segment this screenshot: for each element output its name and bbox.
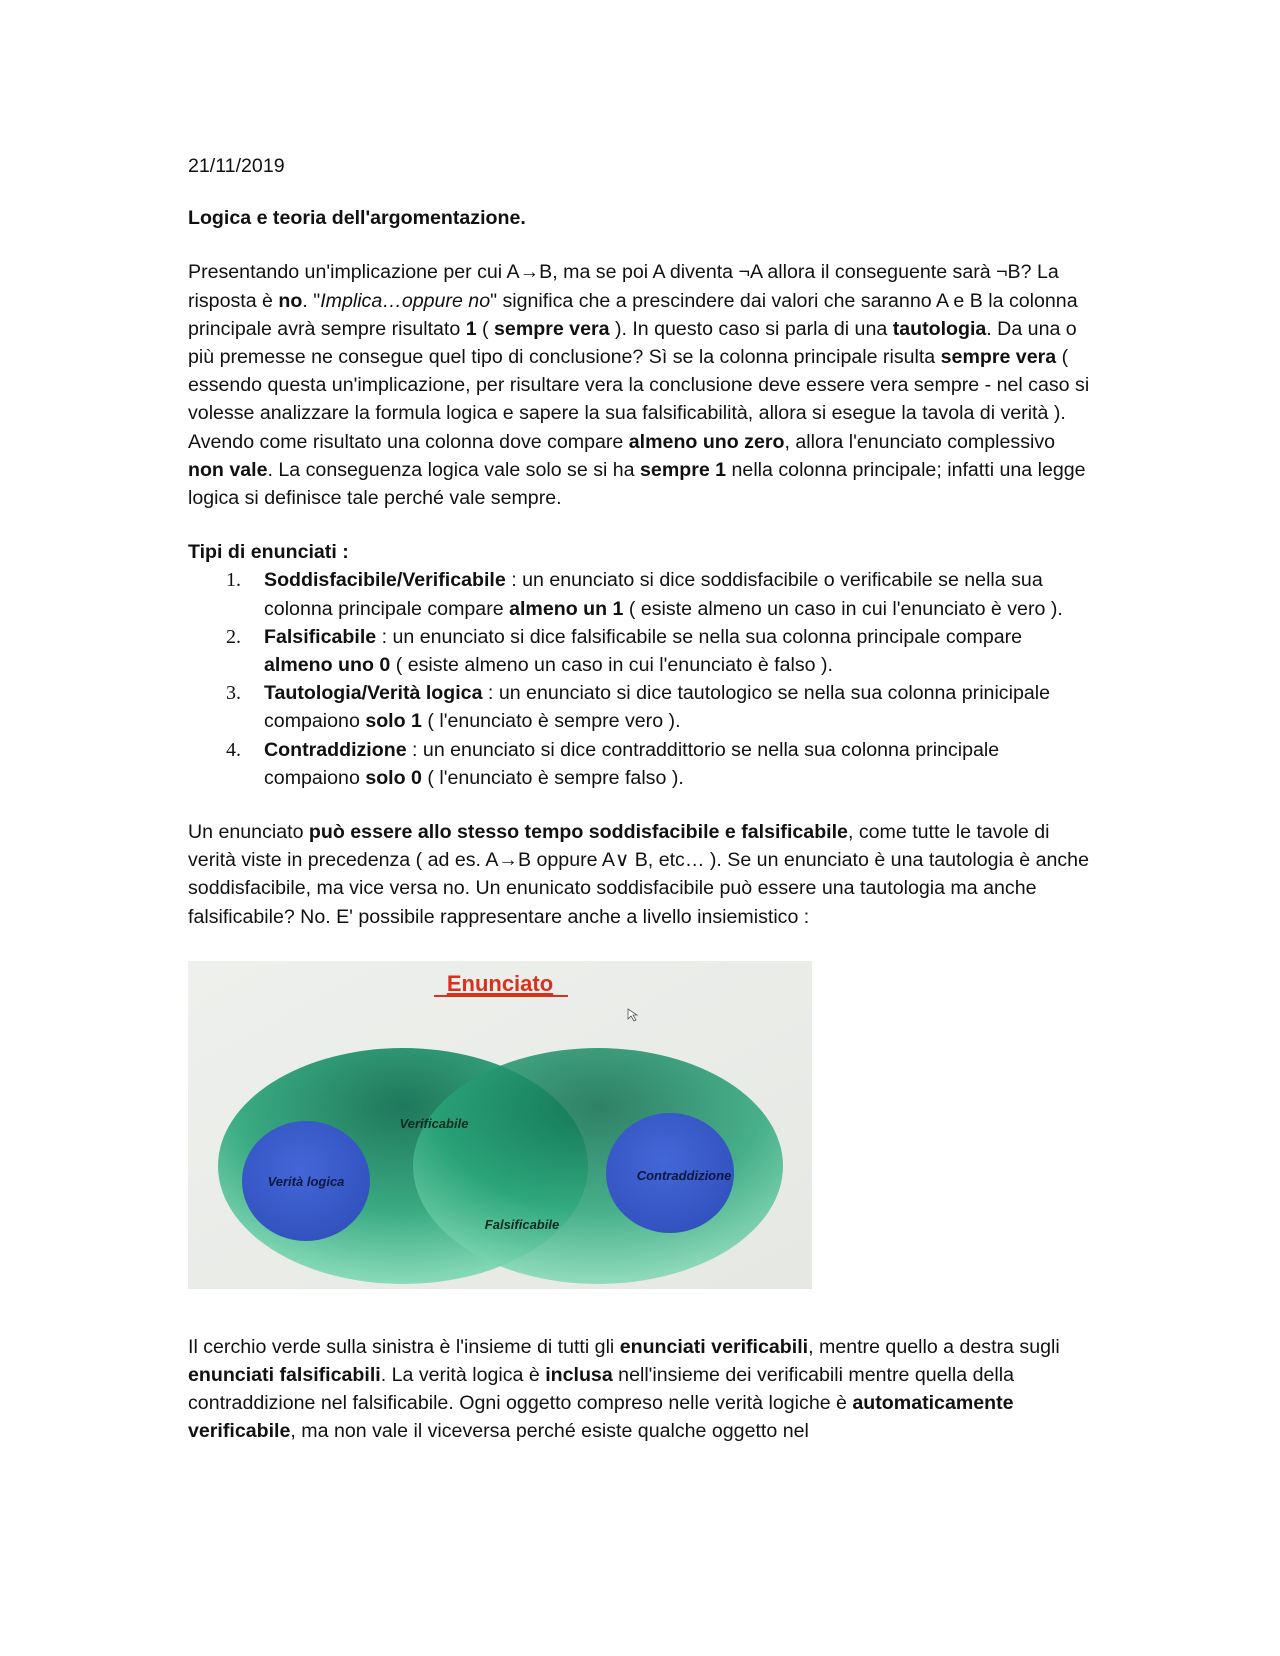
text-run: nella colonna principale; infatti una legge logica si definisce tale perché vale sempre. xyxy=(188,458,1086,510)
text-run: sempre vera xyxy=(494,317,610,340)
text-run: Un enunciato xyxy=(188,821,309,844)
list-item xyxy=(188,679,1093,735)
text-run: , allora l'enunciato complessivo xyxy=(784,430,1056,453)
list-item-number: 1. xyxy=(226,569,241,592)
text-run: no xyxy=(278,289,303,312)
text-run: ( xyxy=(476,317,495,340)
list-item-number: 3. xyxy=(226,682,241,705)
text-run: 1 xyxy=(465,317,477,340)
text-run: almeno uno zero xyxy=(628,430,785,453)
text-run: enunciati verificabili xyxy=(619,1335,809,1358)
text-run: può essere allo stesso tempo soddisfacibile e falsificabile xyxy=(308,821,848,844)
text-run: Soddisfacibile/Verificabile xyxy=(264,569,506,592)
text-run: sempre 1 xyxy=(640,458,727,481)
text-run: non vale xyxy=(188,458,268,481)
text-run: , come tutte le tavole di verità viste in precedenza ( ad es. A→B oppure A∨ B, etc… ). Se un enunciato è una tautologia è anche soddisfacibile, ma vice versa no. Un enunicato soddisfacibile può essere una tautologia ma anche falsificabile? No. E' possibile rappresentare anche a livello insiemistico : xyxy=(188,821,1089,928)
venn-diagram-figure xyxy=(188,961,812,1289)
text-run: : un enunciato si dice soddisfacibile o verificabile se nella sua colonna principale compare xyxy=(264,569,1043,620)
list-item xyxy=(188,623,1093,679)
list-item-text xyxy=(264,682,1050,732)
text-run: enunciati falsificabili xyxy=(188,1364,381,1387)
statement-types-list xyxy=(188,566,1093,792)
document-date: 21/11/2019 xyxy=(188,155,285,177)
list-item-number: 2. xyxy=(226,625,241,648)
text-run: : un enunciato si dice tautologico se nella sua colonna prinicipale compaiono xyxy=(264,682,1050,733)
document-title: Logica e teoria dell'argomentazione. xyxy=(188,207,526,230)
text-run: ( essendo questa un'implicazione, per risultare vera la conclusione deve essere vera sempre - nel caso si volesse analizzare la formula logica e sapere la sua falsificabilità, allora si esegue la tavola di verità ). Avendo come risultato una colonna dove compare xyxy=(188,346,1090,453)
text-run: Falsificabile xyxy=(264,625,377,648)
text-run: Presentando un'implicazione per cui A→B, ma se poi A diventa ¬A allora il conseguente sarà ¬B? La risposta è xyxy=(188,261,1059,312)
text-run: solo 1 xyxy=(365,710,422,733)
text-run: solo 0 xyxy=(365,766,422,789)
text-run: almeno uno 0 xyxy=(264,654,391,677)
label-logical-truth: Verità logica xyxy=(267,1173,345,1189)
text-run: ). In questo caso si parla di una xyxy=(609,317,893,340)
conclusion-paragraph xyxy=(188,1333,1093,1446)
text-run: , ma non vale il viceversa perché esiste qualche oggetto nel xyxy=(290,1420,809,1443)
list-heading: Tipi di enunciati : xyxy=(188,541,349,564)
venn-diagram xyxy=(188,961,812,1289)
text-run: nell'insieme dei verificabili mentre quella della contraddizione nel falsificabile. Ogni oggetto compreso nelle verità logiche è xyxy=(188,1364,1014,1415)
text-run: ( esiste almeno un caso in cui l'enunciato è vero ). xyxy=(623,597,1063,620)
list-item xyxy=(188,736,1093,792)
text-run: tautologia xyxy=(892,317,987,340)
text-run: Contraddizione xyxy=(264,738,407,761)
text-run: inclusa xyxy=(545,1364,613,1387)
label-contradiction: Contraddizione xyxy=(636,1167,732,1183)
text-run: . " xyxy=(302,289,321,312)
text-run: : un enunciato si dice falsificabile se nella sua colonna principale compare xyxy=(376,625,1023,648)
text-run: ( l'enunciato è sempre falso ). xyxy=(421,766,684,789)
list-item-text xyxy=(264,739,999,789)
text-run: ( l'enunciato è sempre vero ). xyxy=(421,710,681,733)
text-run: . La verità logica è xyxy=(380,1364,546,1387)
text-run: sempre vera xyxy=(940,346,1057,369)
text-run: Il cerchio verde sulla sinistra è l'insieme di tutti gli xyxy=(188,1335,620,1358)
figure-title: Enunciato xyxy=(446,970,554,996)
list-item-text xyxy=(264,569,1063,619)
text-run: automaticamente verificabile xyxy=(188,1392,1014,1443)
text-run: Tautologia/Verità logica xyxy=(264,682,483,705)
text-run: " significa che a prescindere dai valori che saranno A e B la colonna principale avrà sempre risultato xyxy=(188,289,1078,340)
list-item xyxy=(188,566,1093,622)
document-page xyxy=(188,152,1093,1472)
list-item-text xyxy=(264,626,1022,676)
text-run: , mentre quello a destra sugli xyxy=(808,1335,1060,1358)
intro-paragraph xyxy=(188,258,1093,512)
text-run: Implica…oppure no xyxy=(320,289,491,312)
label-verifiable: Verificabile xyxy=(399,1115,469,1131)
text-run: . Da una o più premesse ne consegue quel tipo di conclusione? Sì se la colonna principale risulta xyxy=(188,317,1077,369)
text-run: . La conseguenza logica vale solo se si ha xyxy=(267,458,641,481)
text-run: : un enunciato si dice contraddittorio se nella sua colonna principale compaiono xyxy=(264,738,1000,789)
text-run: ( esiste almeno un caso in cui l'enunciato è falso ). xyxy=(390,654,833,677)
text-run: almeno un 1 xyxy=(509,597,624,620)
list-item-number: 4. xyxy=(226,738,241,761)
sets-paragraph xyxy=(188,818,1093,931)
label-falsifiable: Falsificabile xyxy=(484,1216,560,1232)
